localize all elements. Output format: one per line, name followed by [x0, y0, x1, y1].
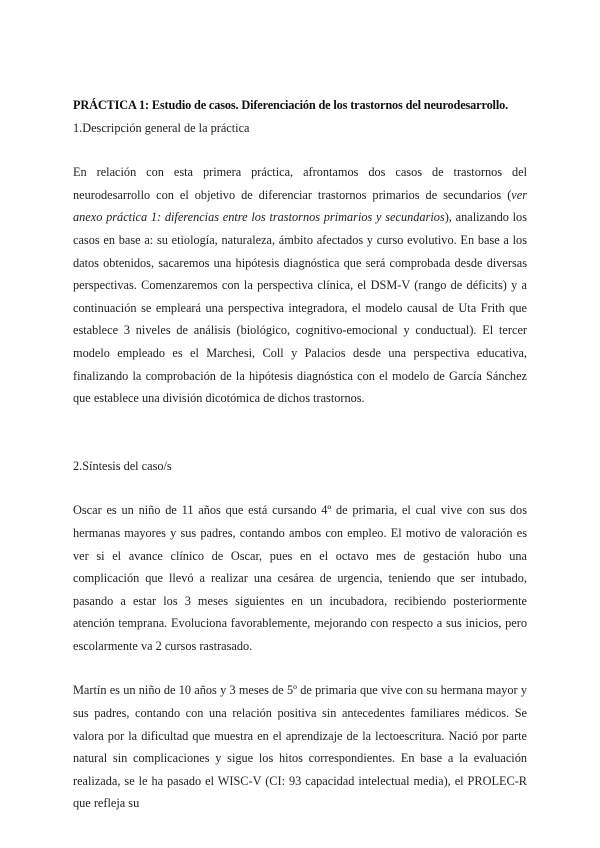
section1-paragraph-text-b: ), analizando los casos en base a: su etiología, naturaleza, ámbito afectados y curso evolutivo. En base a los datos obtenidos, sacaremos una hipótesis diagnóstica que será comprobada desde diversas perspectivas. Comenzaremos con la perspectiva clínica, el DSM-V (rango de déficits) y a continuación se empleará una perspectiva integradora, el modelo causal de Uta Frith que establece 3 niveles de análisis (biológico, cognitivo-emocional y conductual). El tercer modelo empleado es el Marchesi, Coll y Palacios desde una perspectiva educativa, finalizando la comprobación de la hipótesis diagnóstica con el modelo de García Sánchez que establece una división dicotómica de dichos trastornos. — [73, 210, 527, 406]
section1-paragraph — [73, 161, 527, 410]
section1-heading: 1.Descripción general de la práctica — [73, 120, 250, 135]
case-oscar-paragraph: Oscar es un niño de 11 años que está cursando 4º de primaria, el cual vive con sus dos hermanas mayores y sus padres, contando ambos con empleo. El motivo de valoración es ver si el avance clínico de Oscar, pues en el octavo mes de gestación hubo una complicación que llevó a realizar una cesárea de urgencia, teniendo que ser intubado, pasando a estar los 3 meses siguientes en un incubadora, recibiendo posteriormente atención temprana. Evoluciona favorablemente, mejorando con respecto a sus inicios, pero escolarmente va 2 cursos rastrasado. — [73, 503, 527, 653]
section1-paragraph-text-a: En relación con esta primera práctica, afrontamos dos casos de trastornos del neurodesarrollo con el objetivo de diferenciar trastornos primarios de secundarios ( — [73, 165, 527, 202]
spacer — [73, 477, 527, 499]
document-body — [73, 94, 527, 815]
document-title: PRÁCTICA 1: Estudio de casos. Diferenciación de los trastornos del neurodesarrollo. — [73, 98, 509, 112]
spacer — [73, 410, 527, 455]
section2-heading: 2.Síntesis del caso/s — [73, 458, 172, 473]
case-martin-paragraph: Martín es un niño de 10 años y 3 meses de 5º de primaria que vive con su hermana mayor y sus padres, contando con una relación positiva sin antecedentes familiares médicos. Se valora por la dificultad que muestra en el aprendizaje de la lectoescritura. Nació por parte natural sin complicaciones y sigue los hitos correspondientes. En base a la evaluación realizada, se le ha pasado el WISC-V (CI: 93 capacidad intelectual media), el PROLEC-R que refleja su — [73, 683, 527, 811]
spacer — [73, 139, 527, 161]
section1-paragraph-italic: ver anexo práctica 1: diferencias entre los trastornos primarios y secundarios — [73, 187, 527, 225]
spacer — [73, 657, 527, 679]
